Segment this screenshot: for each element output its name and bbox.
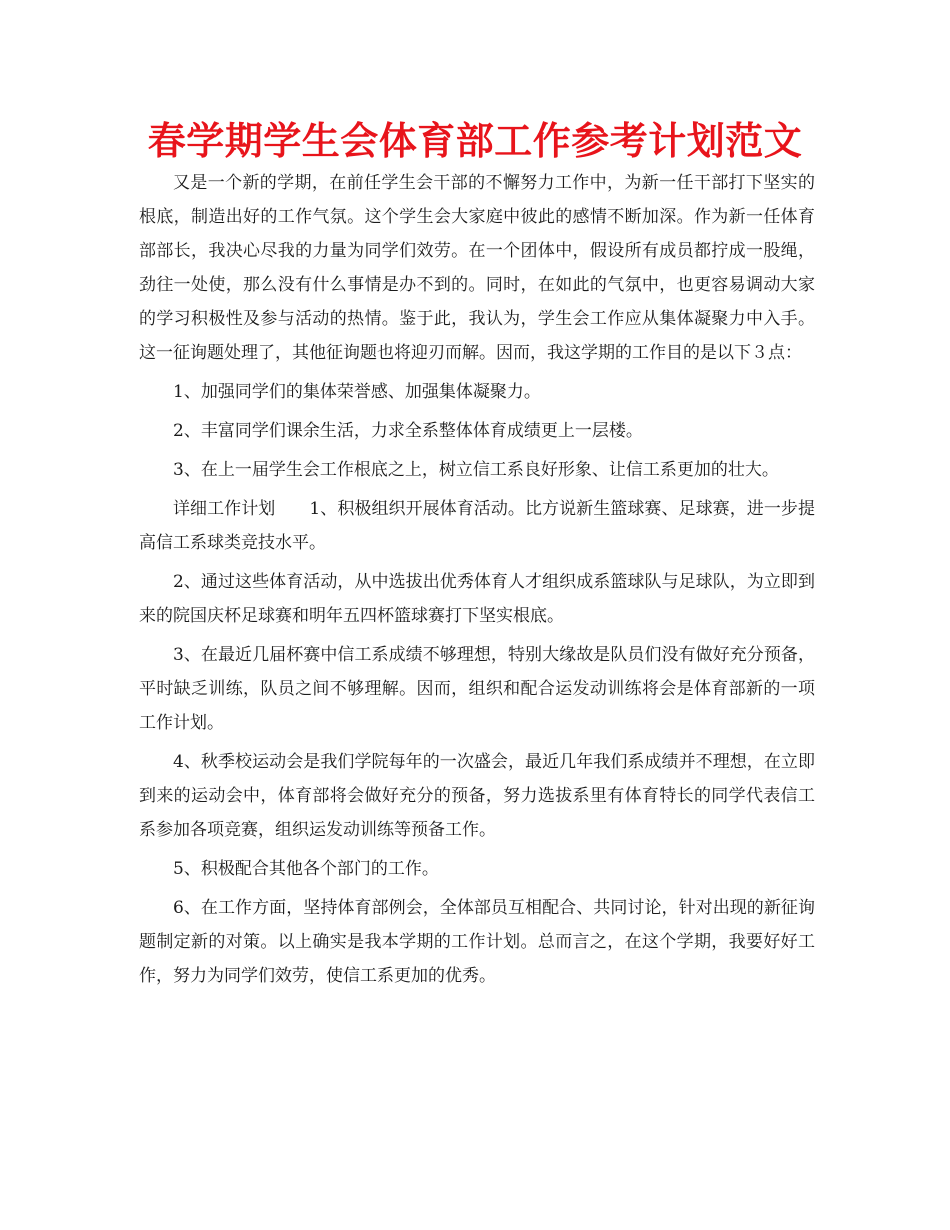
plan-item-1: 1、积极组织开展体育活动。比方说新生篮球赛、足球赛，进一步提高信工系球类竞技水平。: [139, 499, 815, 553]
plan-item-6: 6、在工作方面，坚持体育部例会，全体部员互相配合、共同讨论，针对出现的新征询题制定新的对策。以上确实是我本学期的工作计划。总而言之，在这个学期，我要好好工作，努力为同学们效劳，使信工系更加的优秀。: [139, 898, 815, 986]
plan-item-4: 4、秋季校运动会是我们学院每年的一次盛会，最近几年我们系成绩并不理想，在立即到来的运动会中，体育部将会做好充分的预备，努力选拔系里有体育特长的同学代表信工系参加各项竞赛，组织运发动训练等预备工作。: [139, 752, 815, 840]
plan-item-2: 2、通过这些体育活动，从中选拔出优秀体育人才组织成系篮球队与足球队，为立即到来的院国庆杯足球赛和明年五四杯篮球赛打下坚实根底。: [139, 572, 815, 626]
plan-heading: 详细工作计划: [173, 499, 276, 519]
goal-item-2: 2、丰富同学们课余生活，力求全系整体体育成绩更上一层楼。: [173, 421, 643, 441]
document-title: 春学期学生会体育部工作参考计划范文: [147, 119, 803, 163]
goal-item-3: 3、在上一届学生会工作根底之上，树立信工系良好形象、让信工系更加的壮大。: [173, 460, 779, 480]
goal-item-1: 1、加强同学们的集体荣誉感、加强集体凝聚力。: [173, 382, 541, 402]
plan-item-1-paragraph: [139, 492, 815, 560]
plan-item-3: 3、在最近几届杯赛中信工系成绩不够理想，特别大缘故是队员们没有做好充分预备，平时缺乏训练，队员之间不够理解。因而，组织和配合运发动训练将会是体育部新的一项工作计划。: [139, 645, 815, 733]
intro-paragraph: 又是一个新的学期，在前任学生会干部的不懈努力工作中，为新一任干部打下坚实的根底，制造出好的工作气氛。这个学生会大家庭中彼此的感情不断加深。作为新一任体育部部长，我决心尽我的力量为同学们效劳。在一个团体中，假设所有成员都拧成一股绳，劲往一处使，那么没有什么事情是办不到的。同时，在如此的气氛中，也更容易调动大家的学习积极性及参与活动的热情。鉴于此，我认为，学生会工作应从集体凝聚力中入手。这一征询题处理了，其他征询题也将迎刃而解。因而，我这学期的工作目的是以下３点：: [139, 173, 815, 363]
plan-item-5: 5、积极配合其他各个部门的工作。: [173, 859, 439, 879]
document-body: [139, 166, 815, 993]
